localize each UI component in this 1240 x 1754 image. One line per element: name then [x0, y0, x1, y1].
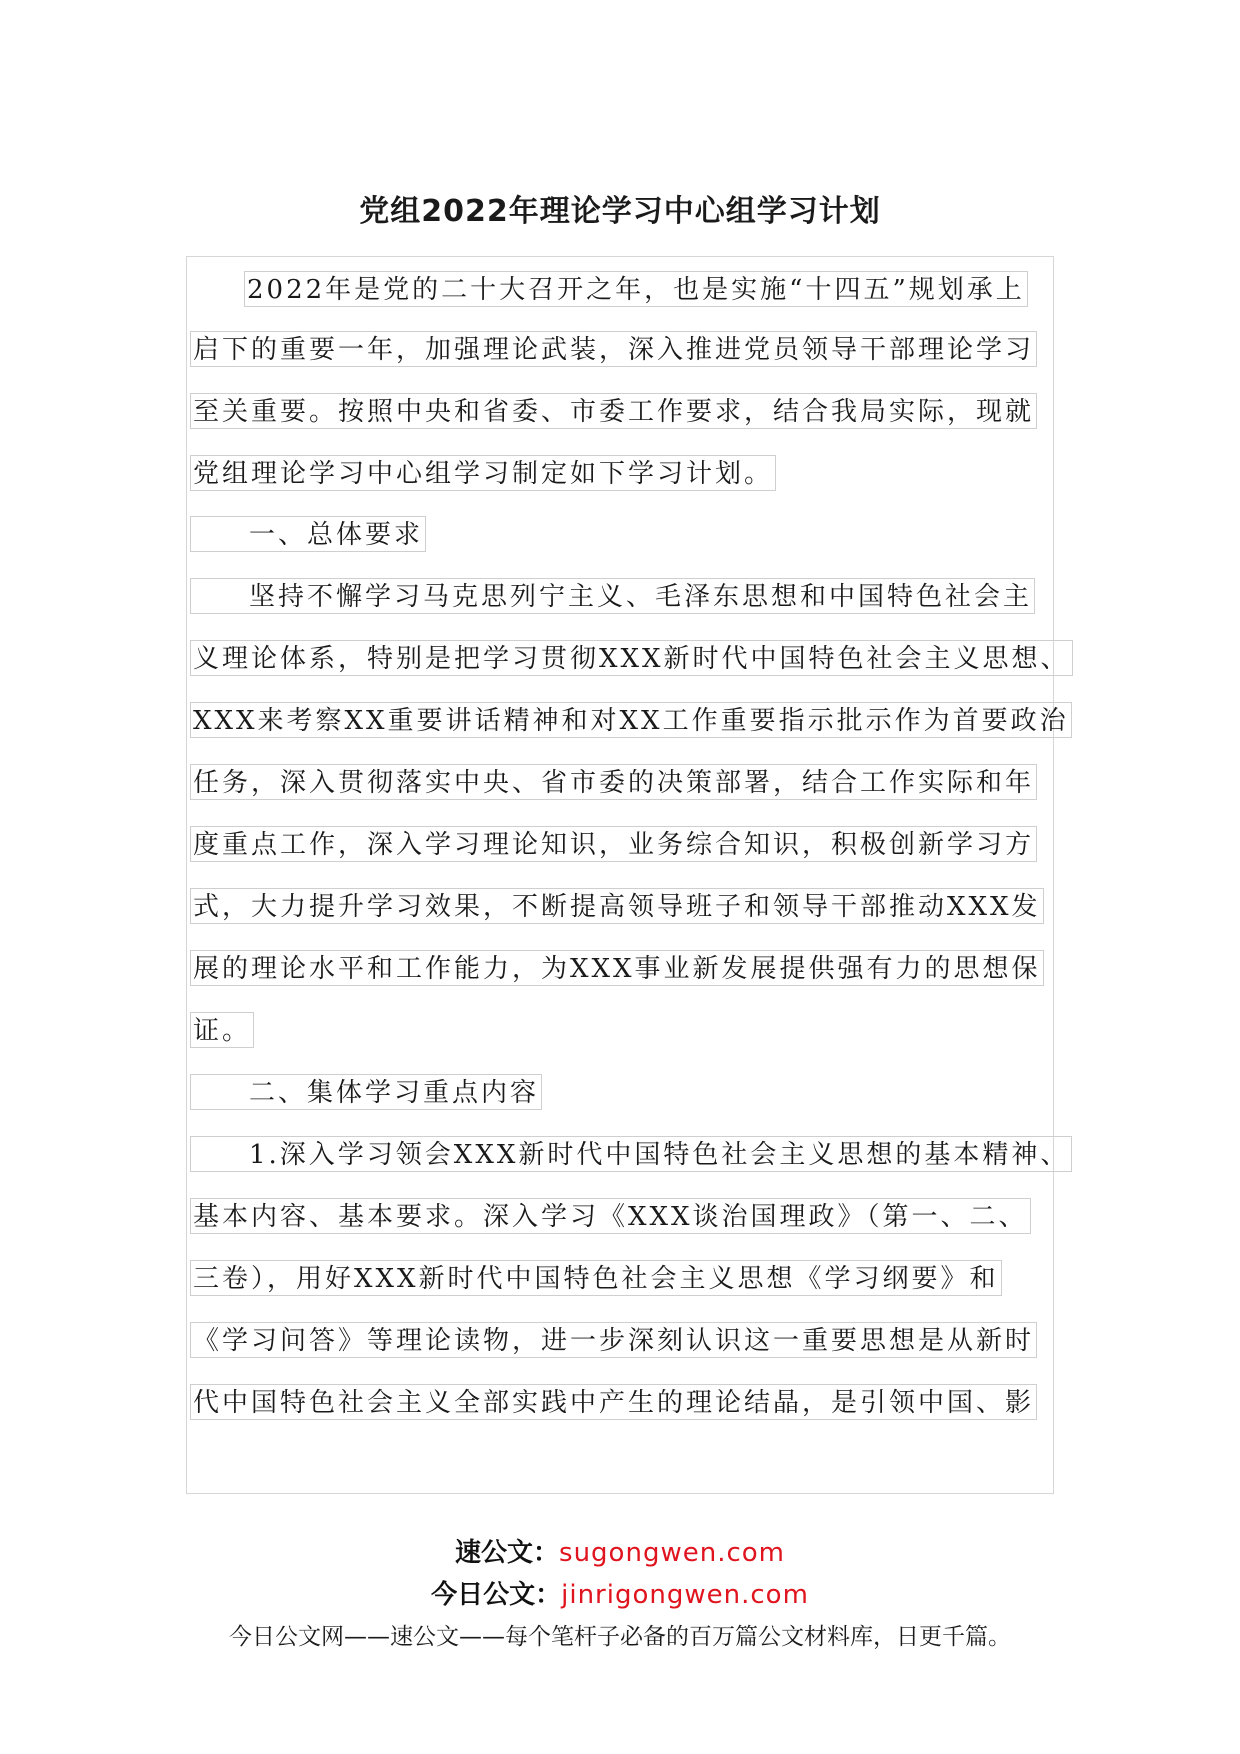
paragraph-line: 展的理论水平和工作能力，为XXX事业新发展提供强有力的思想保	[190, 950, 1044, 986]
paragraph-line: 党组理论学习中心组学习制定如下学习计划。	[190, 455, 776, 491]
paragraph-line: 至关重要。按照中央和省委、市委工作要求，结合我局实际，现就	[190, 393, 1037, 429]
paragraph-line: XXX来考察XX重要讲话精神和对XX工作重要指示批示作为首要政治	[190, 702, 1072, 738]
paragraph-line: 启下的重要一年，加强理论武装，深入推进党员领导干部理论学习	[190, 331, 1037, 367]
footer-label-2: 今日公文：	[431, 1580, 562, 1610]
paragraph-line: 证。	[190, 1012, 254, 1048]
paragraph-line: 三卷），用好XXX新时代中国特色社会主义思想《学习纲要》和	[190, 1260, 1002, 1296]
jinrigongwen-link[interactable]: jinrigongwen.com	[561, 1580, 809, 1610]
paragraph-line: 式，大力提升学习效果，不断提高领导班子和领导干部推动XXX发	[190, 888, 1044, 924]
paragraph-line: 度重点工作，深入学习理论知识，业务综合知识，积极创新学习方	[190, 826, 1037, 862]
paragraph-line: 义理论体系，特别是把学习贯彻XXX新时代中国特色社会主义思想、	[190, 640, 1073, 676]
footer-tagline: 今日公文网——速公文——每个笔杆子必备的百万篇公文材料库，日更千篇。	[229, 1624, 1011, 1650]
paragraph-line: 1.深入学习领会XXX新时代中国特色社会主义思想的基本精神、	[190, 1136, 1072, 1172]
document-title: 党组2022年理论学习中心组学习计划	[359, 194, 881, 229]
paragraph-line: 任务，深入贯彻落实中央、省市委的决策部署，结合工作实际和年	[190, 764, 1037, 800]
footer-jinrigongwen	[0, 1574, 1240, 1611]
paragraph-line: 2022年是党的二十大召开之年，也是实施“十四五”规划承上	[244, 271, 1028, 307]
paragraph-line: 基本内容、基本要求。深入学习《XXX谈治国理政》（第一、二、	[190, 1198, 1031, 1234]
content-frame	[186, 256, 1054, 1494]
sugongwen-link[interactable]: sugongwen.com	[559, 1538, 785, 1568]
footer-label-1: 速公文：	[455, 1538, 560, 1568]
paragraph-line: 《学习问答》等理论读物，进一步深刻认识这一重要思想是从新时	[190, 1322, 1037, 1358]
footer-sugongwen	[0, 1532, 1240, 1569]
section-heading: 二、集体学习重点内容	[190, 1074, 542, 1110]
paragraph-line: 代中国特色社会主义全部实践中产生的理论结晶，是引领中国、影	[190, 1384, 1037, 1420]
section-heading: 一、总体要求	[190, 516, 426, 552]
paragraph-line: 坚持不懈学习马克思列宁主义、毛泽东思想和中国特色社会主	[190, 578, 1035, 614]
